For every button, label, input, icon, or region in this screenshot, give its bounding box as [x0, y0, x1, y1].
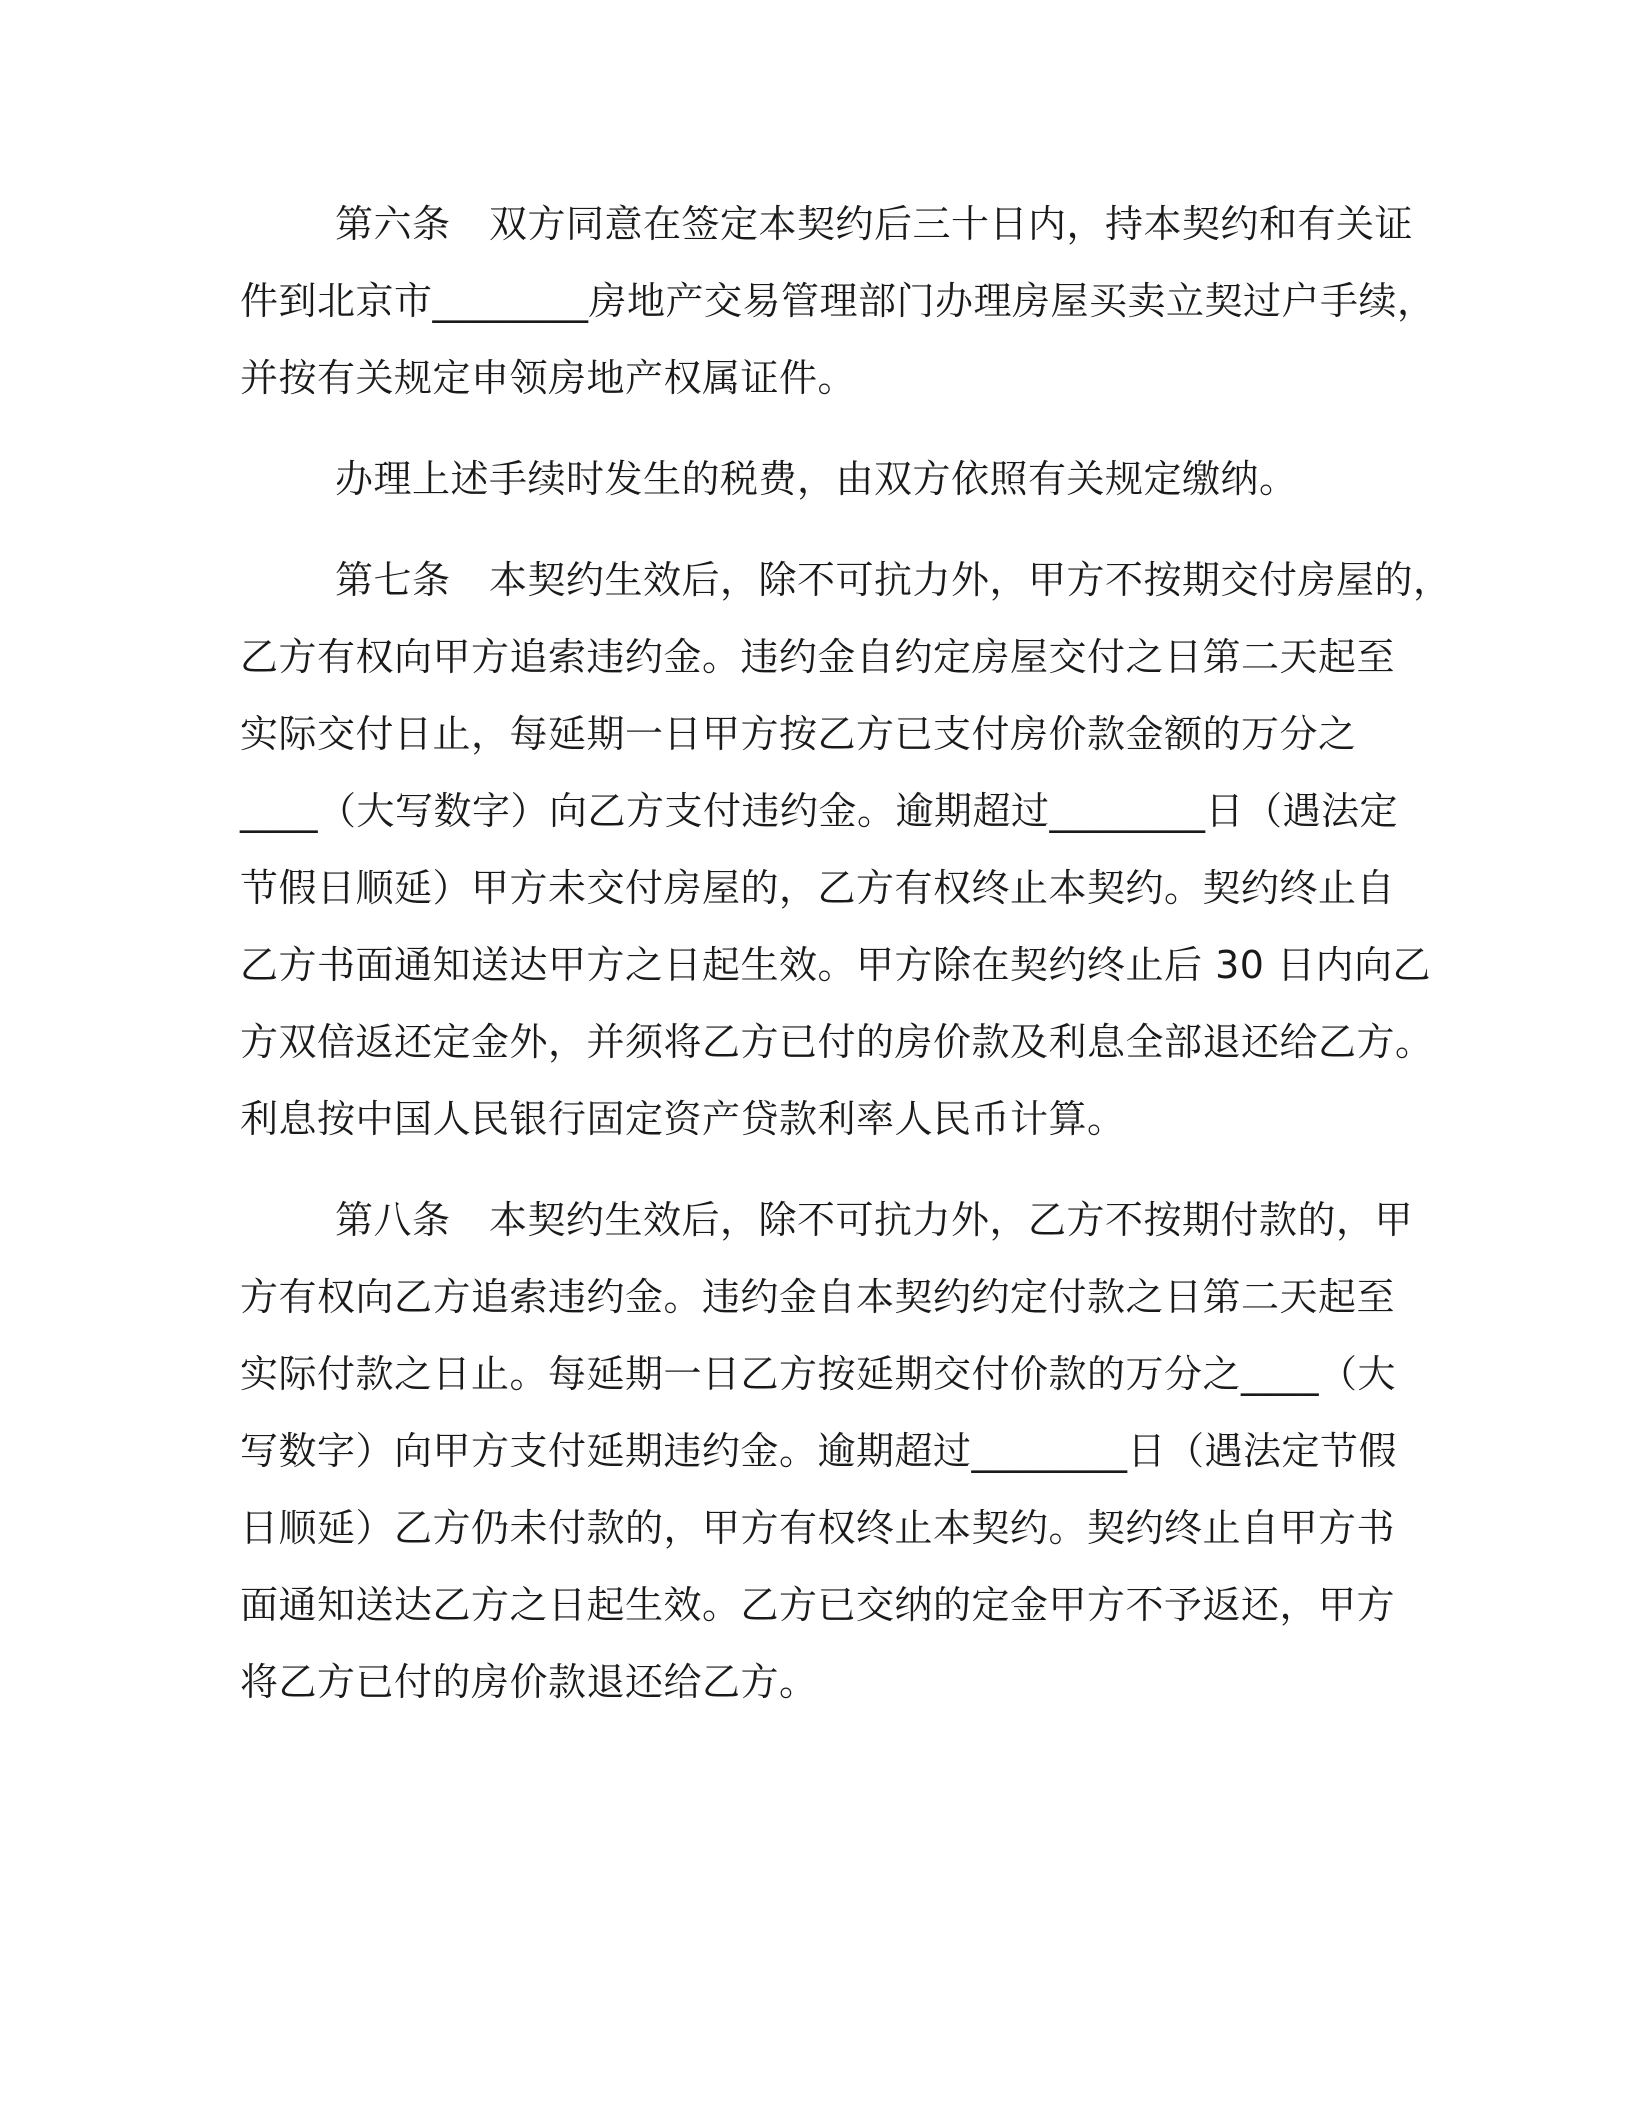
article-7-line-8: 利息按中国人民银行固定资产贷款利率人民币计算。	[240, 1097, 1126, 1141]
article-7-line-4: ____（大写数字）向乙方支付违约金。逾期超过________日（遇法定	[240, 789, 1399, 833]
article-7-line-6: 乙方书面通知送达甲方之日起生效。甲方除在契约终止后 30 日内向乙	[240, 943, 1432, 987]
article-6-fees-line-1: 办理上述手续时发生的税费，由双方依照有关规定缴纳。	[335, 457, 1298, 501]
article-8-line-7: 将乙方已付的房价款退还给乙方。	[240, 1660, 818, 1704]
document-body	[240, 186, 1452, 1745]
article-8-line-3: 实际付款之日止。每延期一日乙方按延期交付价款的万分之____（大	[240, 1352, 1397, 1396]
article-6-paragraph	[240, 186, 1436, 417]
article-7-line-1: 第七条 本契约生效后，除不可抗力外，甲方不按期交付房屋的，	[335, 558, 1452, 602]
article-6-line-3: 并按有关规定申领房地产权属证件。	[240, 356, 857, 400]
article-7-paragraph	[240, 542, 1452, 1158]
article-8-paragraph	[240, 1182, 1414, 1721]
article-8-line-1: 第八条 本契约生效后，除不可抗力外，乙方不按期付款的，甲	[335, 1198, 1414, 1242]
article-7-line-7: 方双倍返还定金外，并须将乙方已付的房价款及利息全部退还给乙方。	[240, 1020, 1434, 1064]
article-6-line-2: 件到北京市________房地产交易管理部门办理房屋买卖立契过户手续，	[240, 279, 1436, 323]
article-6-line-1: 第六条 双方同意在签定本契约后三十日内，持本契约和有关证	[335, 202, 1414, 246]
article-8-line-4: 写数字）向甲方支付延期违约金。逾期超过________日（遇法定节假	[240, 1429, 1398, 1473]
article-7-line-5: 节假日顺延）甲方未交付房屋的，乙方有权终止本契约。契约终止自	[240, 866, 1396, 910]
article-8-line-5: 日顺延）乙方仍未付款的，甲方有权终止本契约。契约终止自甲方书	[240, 1506, 1396, 1550]
article-8-line-2: 方有权向乙方追索违约金。违约金自本契约约定付款之日第二天起至	[240, 1275, 1396, 1319]
article-8-line-6: 面通知送达乙方之日起生效。乙方已交纳的定金甲方不予返还，甲方	[240, 1583, 1396, 1627]
article-7-line-3: 实际交付日止，每延期一日甲方按乙方已支付房价款金额的万分之	[240, 712, 1357, 756]
article-6-fees-paragraph	[240, 441, 1400, 518]
article-7-line-2: 乙方有权向甲方追索违约金。违约金自约定房屋交付之日第二天起至	[240, 635, 1396, 679]
